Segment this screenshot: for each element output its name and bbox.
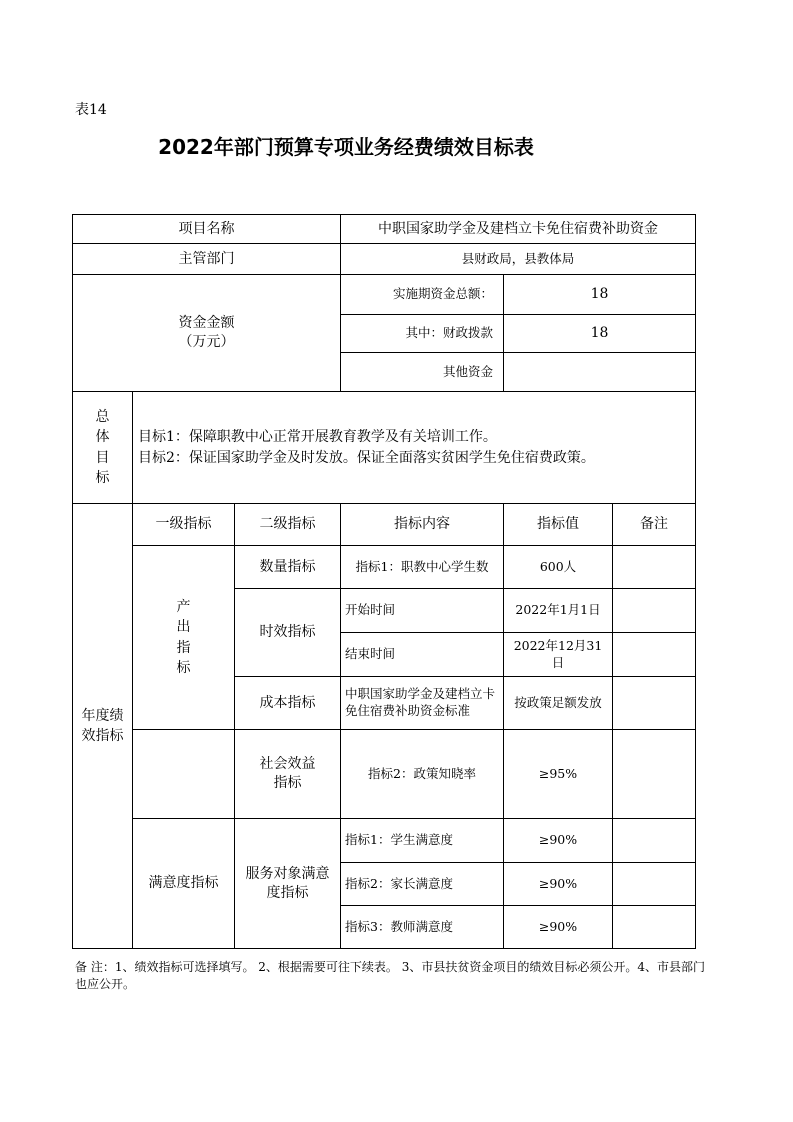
timeliness-end-label: 结束时间 xyxy=(341,633,504,677)
timeliness-start-label: 开始时间 xyxy=(341,589,504,633)
satisfaction-value-3: ≥90% xyxy=(504,906,613,949)
benefit-row xyxy=(73,730,696,819)
goal-1: 目标1：保障职教中心正常开展教育教学及有关培训工作。 xyxy=(138,429,497,446)
funds-fiscal-label: 其中：财政拨款 xyxy=(341,315,504,353)
timeliness-start-value: 2022年1月1日 xyxy=(504,589,613,633)
benefit-label xyxy=(235,730,341,819)
header-remark: 备注 xyxy=(613,504,696,546)
satisfaction-sub-label-text: 服务对象满意度指标 xyxy=(245,865,330,901)
output-indicator-label xyxy=(133,546,235,730)
department-label: 主管部门 xyxy=(73,244,341,275)
header-level1: 一级指标 xyxy=(133,504,235,546)
benefit-level1-blank xyxy=(133,730,235,819)
annual-indicator-label-text: 年度绩效指标 xyxy=(81,707,124,744)
funds-total-label: 实施期资金总额： xyxy=(341,275,504,315)
table-number: 表14 xyxy=(75,102,107,118)
timeliness-end-remark xyxy=(613,633,696,677)
satisfaction-sub-label xyxy=(235,819,341,949)
satisfaction-content-1: 指标1：学生满意度 xyxy=(341,819,504,863)
header-value: 指标值 xyxy=(504,504,613,546)
department-value: 县财政局，县教体局 xyxy=(341,244,696,275)
goal-2: 目标2：保证国家助学金及时发放。保证全面落实贫困学生免住宿费政策。 xyxy=(138,449,595,466)
satisfaction-content-2: 指标2：家长满意度 xyxy=(341,863,504,906)
page-title xyxy=(0,131,680,160)
satisfaction-remark-2 xyxy=(613,863,696,906)
header-level2: 二级指标 xyxy=(235,504,341,546)
department-row xyxy=(73,244,696,275)
performance-target-table xyxy=(72,214,696,949)
funds-other-value xyxy=(504,353,696,392)
quantity-row xyxy=(73,546,696,589)
benefit-label-text: 社会效益指标 xyxy=(259,756,316,791)
overall-goal-label-text: 总体目标 xyxy=(95,408,110,486)
funds-label-line2: （万元） xyxy=(178,334,235,350)
satisfaction-value-2: ≥90% xyxy=(504,863,613,906)
footnote: 备 注：1、绩效指标可选择填写。 2、根据需要可往下续表。 3、市县扶贫资金项目的绩效目标必须公开。4、市县部门也应公开。 xyxy=(75,960,705,992)
indicator-header-row xyxy=(73,504,696,546)
quantity-value: 600人 xyxy=(504,546,613,589)
satisfaction-value-1: ≥90% xyxy=(504,819,613,863)
funds-total-row xyxy=(73,275,696,315)
output-indicator-label-text: 产出指标 xyxy=(176,598,191,676)
funds-fiscal-value: 18 xyxy=(504,315,696,353)
satisfaction-content-3: 指标3：教师满意度 xyxy=(341,906,504,949)
project-name-value: 中职国家助学金及建档立卡免住宿费补助资金 xyxy=(341,215,696,244)
title-text: 2022年部门预算专项业务经费绩效目标表 xyxy=(158,135,534,159)
overall-goal-content xyxy=(133,392,696,504)
timeliness-end-value: 2022年12月31日 xyxy=(504,633,613,677)
satisfaction-label: 满意度指标 xyxy=(133,819,235,949)
funds-total-value: 18 xyxy=(504,275,696,315)
project-name-row xyxy=(73,215,696,244)
quantity-label: 数量指标 xyxy=(235,546,341,589)
timeliness-start-remark xyxy=(613,589,696,633)
funds-label xyxy=(73,275,341,392)
project-name-label: 项目名称 xyxy=(73,215,341,244)
satisfaction-row-1 xyxy=(73,819,696,863)
overall-goal-row xyxy=(73,392,696,504)
overall-goal-label xyxy=(73,392,133,504)
quantity-remark xyxy=(613,546,696,589)
cost-remark xyxy=(613,677,696,730)
annual-indicator-label xyxy=(73,504,133,949)
cost-label: 成本指标 xyxy=(235,677,341,730)
satisfaction-remark-1 xyxy=(613,819,696,863)
quantity-content: 指标1：职教中心学生数 xyxy=(341,546,504,589)
funds-label-line1: 资金金额 xyxy=(178,315,235,332)
cost-value: 按政策足额发放 xyxy=(504,677,613,730)
header-content: 指标内容 xyxy=(341,504,504,546)
benefit-remark xyxy=(613,730,696,819)
benefit-value: ≥95% xyxy=(504,730,613,819)
satisfaction-remark-3 xyxy=(613,906,696,949)
benefit-content: 指标2：政策知晓率 xyxy=(341,730,504,819)
timeliness-label: 时效指标 xyxy=(235,589,341,677)
funds-other-label: 其他资金 xyxy=(341,353,504,392)
cost-content: 中职国家助学金及建档立卡免住宿费补助资金标准 xyxy=(341,677,504,730)
